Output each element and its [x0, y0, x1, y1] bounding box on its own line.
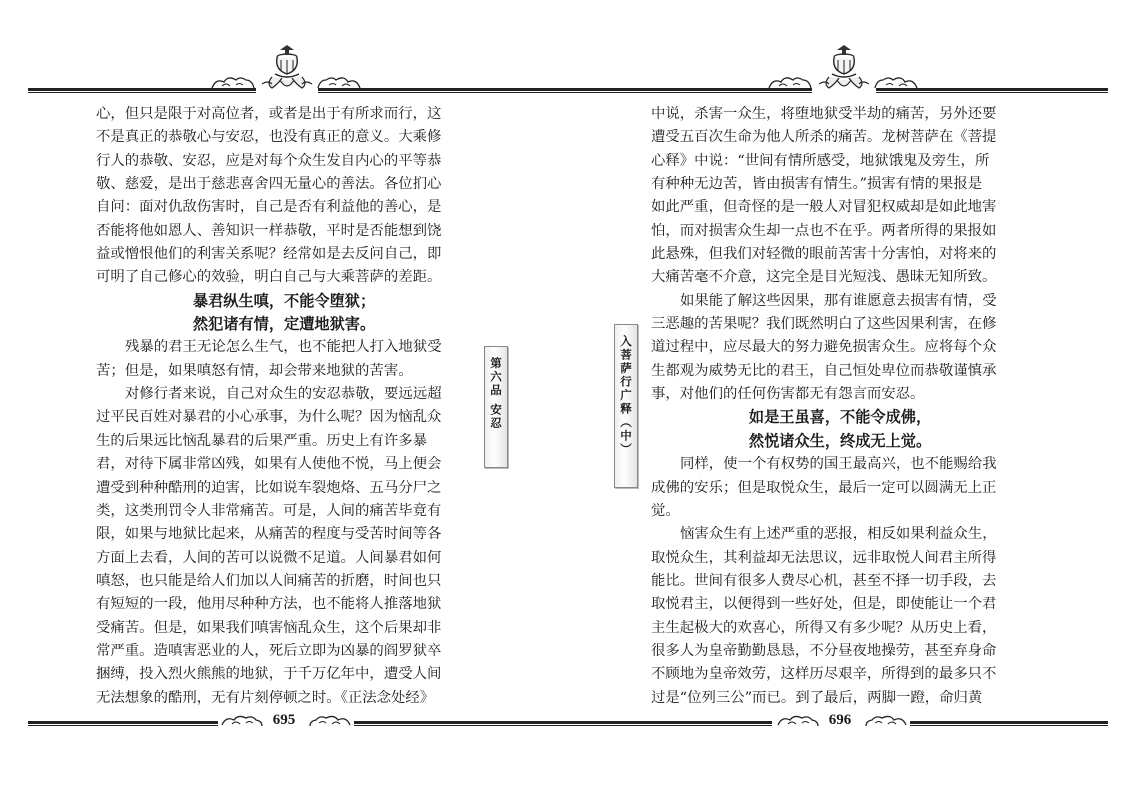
text-line: 有种种无边苦，皆由损害有情生。”损害有情的果报是 — [651, 176, 983, 193]
text-line: 受痛苦。但是，如果我们嗔害恼乱众生，这个后果却非 — [96, 619, 442, 636]
book-title-tab-label: 入菩萨行广释（中） — [619, 335, 633, 457]
text-line: 过是“位列三公”而已。到了最后，两脚一蹬，命归黄 — [651, 689, 983, 706]
text-line: 如此严重，但奇怪的是一般人对冒犯权威却是如此地害 — [651, 199, 997, 216]
text-line: 残暴的君王无论怎么生气，也不能把人打入地狱受 — [125, 339, 442, 356]
text-line: 主生起极大的欢喜心，所得又有多少呢？从历史上看， — [651, 619, 997, 636]
text-line: 心，但只是限于对高位者，或者是出于有所求而行，这 — [96, 106, 442, 122]
text-line: 生都观为威势无比的君王，自己恒处卑位而恭敬谨慎承 — [651, 362, 997, 379]
text-line: 中说，杀害一众生，将堕地狱受半劫的痛苦，另外还要 — [651, 106, 997, 122]
footer-rule-left — [28, 721, 218, 727]
text-line: 如果能了解这些因果，那有谁愿意去损害有情，受 — [680, 292, 997, 309]
text-line: 过平民百姓对暴君的小心承事，为什么呢？因为恼乱众 — [96, 409, 442, 426]
text-line: 嗔怒，也只能是给人们加以人间痛苦的折磨，时间也只 — [96, 572, 442, 589]
text-line: 心释》中说：“世间有情所感受，地狱饿鬼及旁生，所 — [651, 152, 990, 169]
chapter-tab-label: 第六品 安忍 — [489, 357, 503, 431]
right-page — [562, 0, 1123, 794]
chapter-tab — [484, 346, 508, 468]
text-line: 事，对他们的任何伤害都无有怨言而安忍。 — [651, 386, 925, 403]
text-line: 三恶趣的苦果呢？我们既然明白了这些因果利害，在修 — [651, 316, 997, 333]
cloud-ornament-icon — [308, 713, 352, 729]
text-line: 恼害众生有上述严重的恶报，相反如果利益众生， — [680, 526, 997, 543]
cloud-ornament-icon — [316, 74, 362, 90]
text-line: 无法想象的酷刑，无有片刻停顿之时。《正法念处经》 — [96, 689, 435, 706]
text-line: 苦；但是，如果嗔怒有情，却会带来地狱的苦害。 — [96, 362, 413, 379]
lotus-emblem-icon — [815, 44, 873, 96]
text-line: 道过程中，应尽最大的努力避免损害众生。应将每个众 — [651, 339, 997, 356]
body-text — [96, 103, 472, 710]
page-number: 696 — [828, 712, 852, 728]
footer-rule-left — [562, 721, 772, 727]
text-line: 君，对待下属非常凶残，如果有人使他不悦，马上便会 — [96, 456, 442, 473]
text-line: 遭受到种种酷刑的迫害，比如说车裂炮烙、五马分尸之 — [96, 479, 442, 496]
cloud-ornament-icon — [873, 74, 919, 90]
cloud-ornament-icon — [767, 74, 813, 90]
page-number: 695 — [272, 712, 296, 728]
text-line: 类，这类刑罚令人非常痛苦。可是，人间的痛苦毕竟有 — [96, 502, 442, 519]
text-line: 限，如果与地狱比起来，从痛苦的程度与受苦时间等各 — [96, 526, 442, 543]
text-line: 同样，使一个有权势的国王最高兴，也不能赐给我 — [680, 456, 997, 473]
text-line: 取悦君主，以便得到一些好处，但是，即使能让一个君 — [651, 596, 997, 613]
verse-line: 暴君纵生嗔，不能令堕狱； — [192, 291, 376, 310]
text-line: 有短短的一段，他用尽种种方法，也不能将人推落地狱 — [96, 596, 442, 613]
cloud-ornament-icon — [210, 74, 256, 90]
text-line: 此悬殊，但我们对轻微的眼前苦害十分害怕，对将来的 — [651, 246, 997, 263]
text-line: 觉。 — [651, 502, 680, 519]
cloud-ornament-icon — [776, 713, 820, 729]
text-line: 能比。世间有很多人费尽心机，甚至不择一切手段，去 — [651, 572, 997, 589]
lotus-emblem-icon — [258, 44, 316, 96]
text-line: 大痛苦毫不介意，这完全是目光短浅、愚昧无知所致。 — [651, 269, 997, 286]
body-text — [651, 103, 1029, 710]
footer-rule-right — [354, 721, 562, 727]
text-line: 否能将他如恩人、善知识一样恭敬，平时是否能想到饶 — [96, 222, 442, 239]
footer-rule-right — [910, 721, 1108, 727]
text-line: 不是真正的恭敬心与安忍，也没有真正的意义。大乘修 — [96, 129, 442, 146]
text-line: 对修行者来说，自己对众生的安忍恭敬，要远远超 — [125, 386, 442, 403]
verse-line: 然悦诸众生，终成无上觉。 — [748, 431, 932, 450]
text-line: 不顾地为皇帝效劳，这样历尽艰辛，所得到的最多只不 — [651, 666, 997, 683]
text-line: 行人的恭敬、安忍，应是对每个众生发自内心的平等恭 — [96, 152, 442, 169]
text-line: 可明了自己修心的效验，明白自己与大乘菩萨的差距。 — [96, 269, 442, 286]
text-line: 方面上去看，人间的苦可以说微不足道。人间暴君如何 — [96, 549, 442, 566]
text-line: 成佛的安乐；但是取悦众生，最后一定可以圆满无上正 — [651, 479, 997, 496]
text-line: 敬、慈爱，是出于慈悲喜舍四无量心的善法。各位扪心 — [96, 176, 442, 193]
text-line: 生的后果远比恼乱暴君的后果严重。历史上有许多暴 — [96, 432, 427, 449]
text-line: 自问：面对仇敌伤害时，自己是否有利益他的善心，是 — [96, 199, 442, 216]
verse-line: 如是王虽喜，不能令成佛， — [748, 408, 932, 427]
text-line: 常严重。造嗔害恶业的人，死后立即为凶暴的阎罗狱卒 — [96, 642, 442, 659]
text-line: 益或憎恨他们的利害关系呢？经常如是去反问自己，即 — [96, 246, 442, 263]
cloud-ornament-icon — [220, 713, 264, 729]
text-line: 取悦众生，其利益却无法思议，远非取悦人间君主所得 — [651, 549, 997, 566]
book-title-tab — [614, 324, 638, 488]
text-line: 捆缚，投入烈火熊熊的地狱，于千万亿年中，遭受人间 — [96, 666, 442, 683]
cloud-ornament-icon — [864, 713, 908, 729]
text-line: 遭受五百次生命为他人所杀的痛苦。龙树菩萨在《菩提 — [651, 129, 997, 146]
text-line: 怕，而对损害众生却一点也不在乎。两者所得的果报如 — [651, 222, 997, 239]
verse-line: 然犯诸有情，定遭地狱害。 — [192, 315, 376, 334]
text-line: 很多人为皇帝勤勤恳恳，不分昼夜地操劳，甚至弃身命 — [651, 642, 997, 659]
